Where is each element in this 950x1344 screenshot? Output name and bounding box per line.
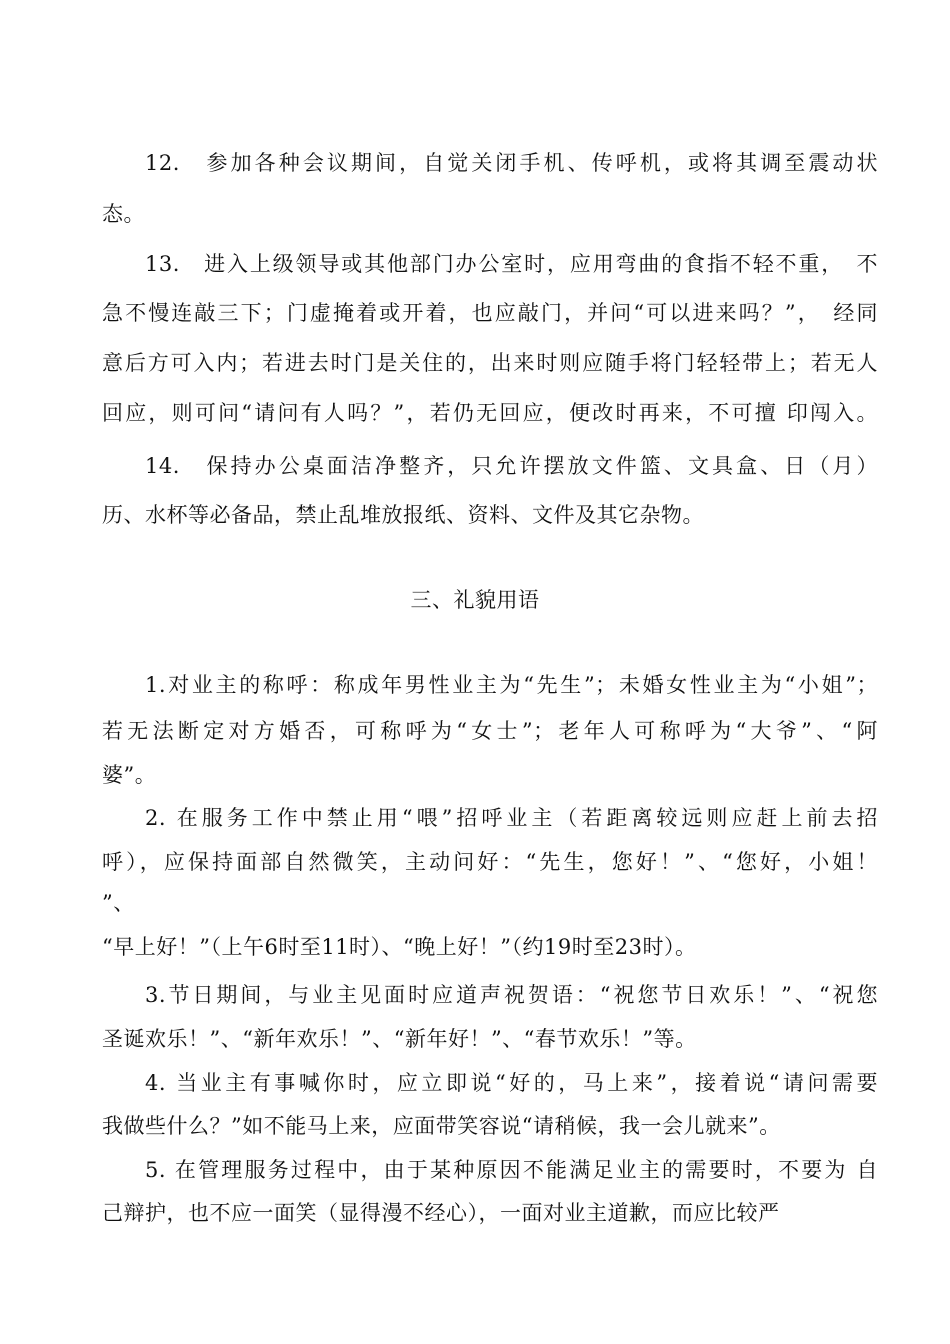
politeness-4-line-2: 我做些什么？”如不能马上来，应面带笑容说“请稍候，我一会儿就来”。	[102, 1114, 781, 1138]
politeness-3-line-2: 圣诞欢乐！”、“新年欢乐！”、“新年好！”、“春节欢乐！”等。	[102, 1027, 697, 1051]
politeness-4-line-1: 4. 当业主有事喊你时，应立即说“好的，马上来”，接着说“请问需要	[145, 1071, 878, 1095]
politeness-5-line-1: 5. 在管理服务过程中，由于某种原因不能满足业主的需要时，不要为 自	[145, 1158, 878, 1182]
item-13-line-4: 回应，则可问“请问有人吗？”，若仍无回应，便改时再来，不可擅 印闯入。	[102, 401, 878, 425]
item-13-line-3: 意后方可入内；若进去时门是关住的，出来时则应随手将门轻轻带上；若无人	[102, 351, 878, 375]
politeness-5-line-2: 己辩护，也不应一面笑（显得漫不经心），一面对业主道歉，而应比较严	[102, 1201, 780, 1225]
item-14-line-2: 历、水杯等必备品，禁止乱堆放报纸、资料、文件及其它杂物。	[102, 503, 704, 527]
politeness-1-line-3: 婆”。	[102, 763, 157, 787]
politeness-1-line-1: 1.对业主的称呼：称成年男性业主为“先生”；未婚女性业主为“小姐”；	[145, 673, 878, 697]
politeness-2-line-2: 呼），应保持面部自然微笑，主动问好：“先生，您好！”、“您好，小姐！	[102, 850, 878, 874]
section-heading: 三、礼貌用语	[410, 588, 540, 612]
item-13-line-2: 急不慢连敲三下；门虚掩着或开着，也应敲门，并问“可以进来吗？”， 经同	[102, 301, 878, 325]
item-13-line-1: 13. 进入上级领导或其他部门办公室时，应用弯曲的食指不轻不重， 不	[145, 252, 878, 276]
politeness-1-line-2: 若无法断定对方婚否，可称呼为“女士”；老年人可称呼为“大爷”、“阿	[102, 719, 878, 743]
politeness-2-line-1: 2. 在服务工作中禁止用“喂”招呼业主（若距离较远则应赶上前去招	[145, 806, 878, 830]
politeness-2-line-4: “早上好！”（上午6时至11时）、“晚上好！”（约19时至23时）。	[102, 935, 697, 959]
politeness-2-line-3: ”、	[102, 891, 135, 915]
item-14-line-1: 14. 保持办公桌面洁净整齐，只允许摆放文件篮、文具盒、日（月）	[145, 454, 878, 478]
item-12-line-2: 态。	[102, 202, 145, 226]
politeness-3-line-1: 3.节日期间，与业主见面时应道声祝贺语：“祝您节日欢乐！”、“祝您	[145, 983, 878, 1007]
item-12-line-1: 12. 参加各种会议期间，自觉关闭手机、传呼机，或将其调至震动状	[145, 151, 878, 175]
